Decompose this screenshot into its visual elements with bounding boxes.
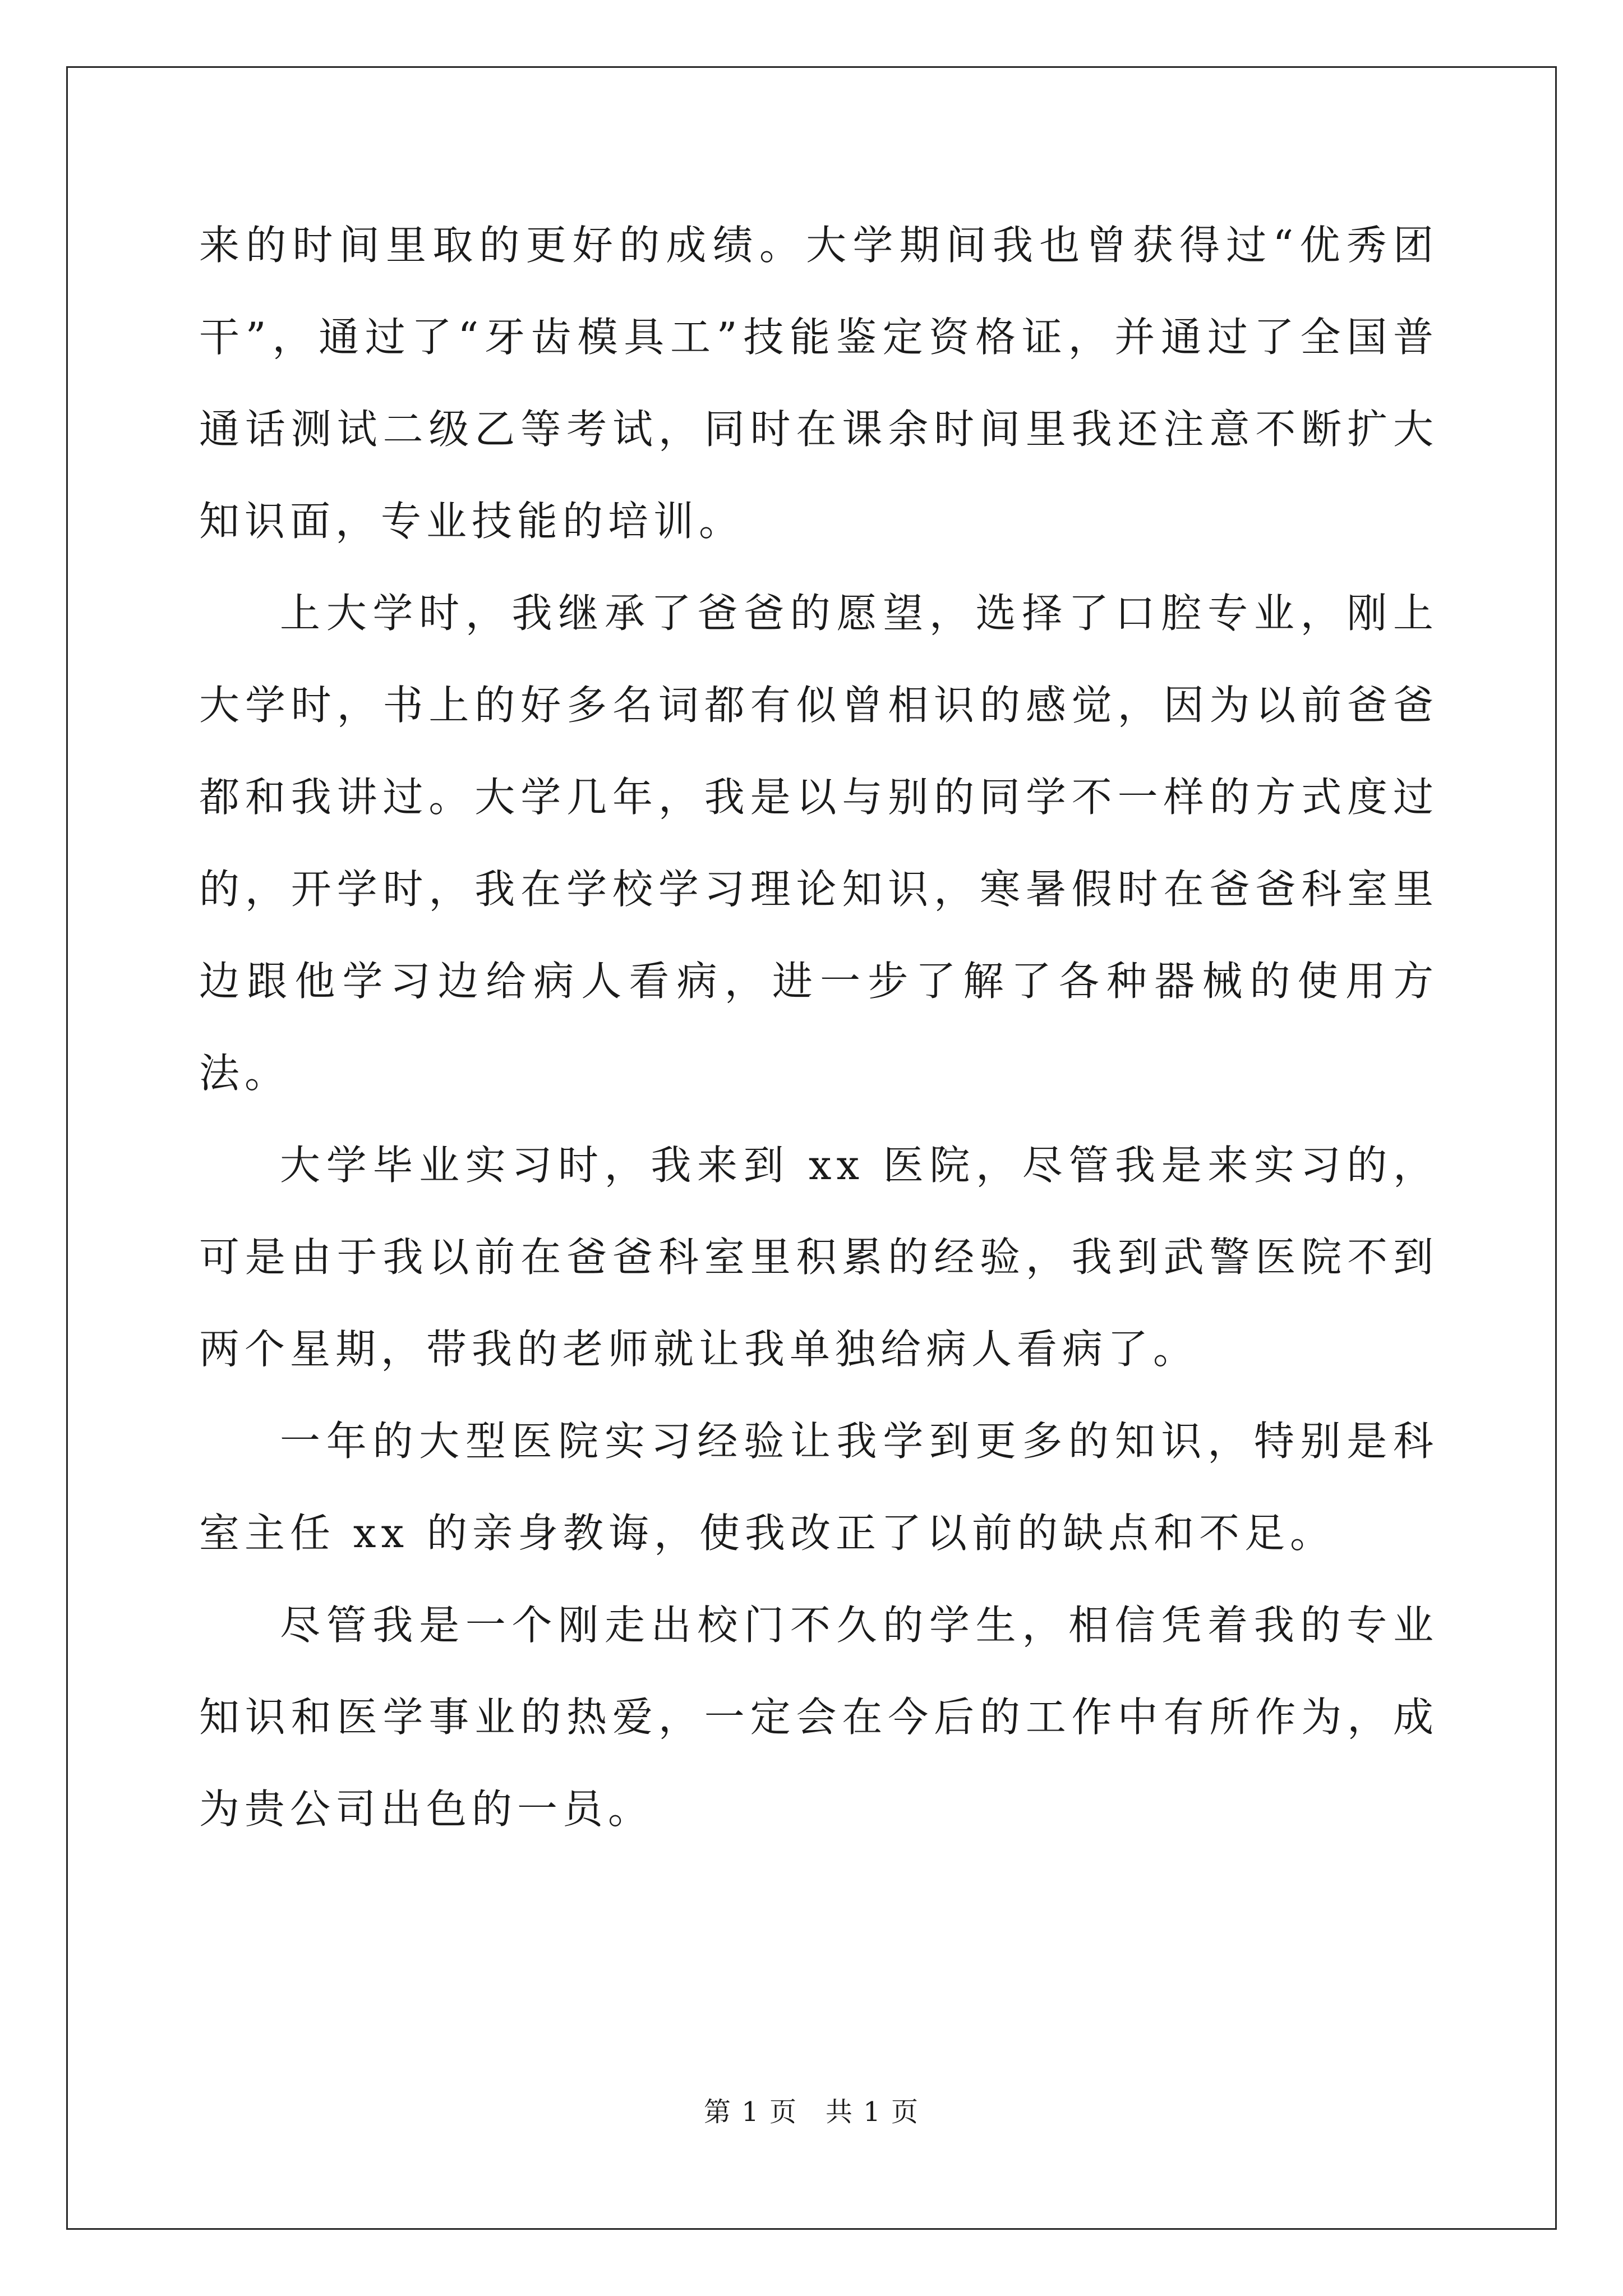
page-footer: 第 1 页 共 1 页 (703, 2096, 920, 2128)
paragraph-2: 上大学时，我继承了爸爸的愿望，选择了口腔专业，刚上大学时，书上的好多名词都有似曾相识的感觉，因为以前爸爸都和我讲过。大学几年，我是以与别的同学不一样的方式度过的，开学时，我在学校学习理论知识，寒暑假时在爸爸科室里边跟他学习边给病人看病，进一步了解了各种器械的使用方法。 (199, 590, 1438, 1097)
paragraph-5: 尽管我是一个刚走出校门不久的学生，相信凭着我的专业知识和医学事业的热爱，一定会在今后的工作中有所作为，成为贵公司出色的一员。 (199, 1602, 1438, 1833)
document-body (199, 199, 1438, 1855)
paragraph-4: 一年的大型医院实习经验让我学到更多的知识，特别是科室主任 xx 的亲身教诲，使我改正了以前的缺点和不足。 (199, 1418, 1438, 1557)
paragraph-3: 大学毕业实习时，我来到 xx 医院，尽管我是来实习的，可是由于我以前在爸爸科室里积累的经验，我到武警医院不到两个星期，带我的老师就让我单独给病人看病了。 (199, 1142, 1438, 1373)
paragraph-1: 来的时间里取的更好的成绩。大学期间我也曾获得过“优秀团干”，通过了“牙齿模具工”技能鉴定资格证，并通过了全国普通话测试二级乙等考试，同时在课余时间里我还注意不断扩大知识面，专业技能的培训。 (199, 222, 1438, 545)
